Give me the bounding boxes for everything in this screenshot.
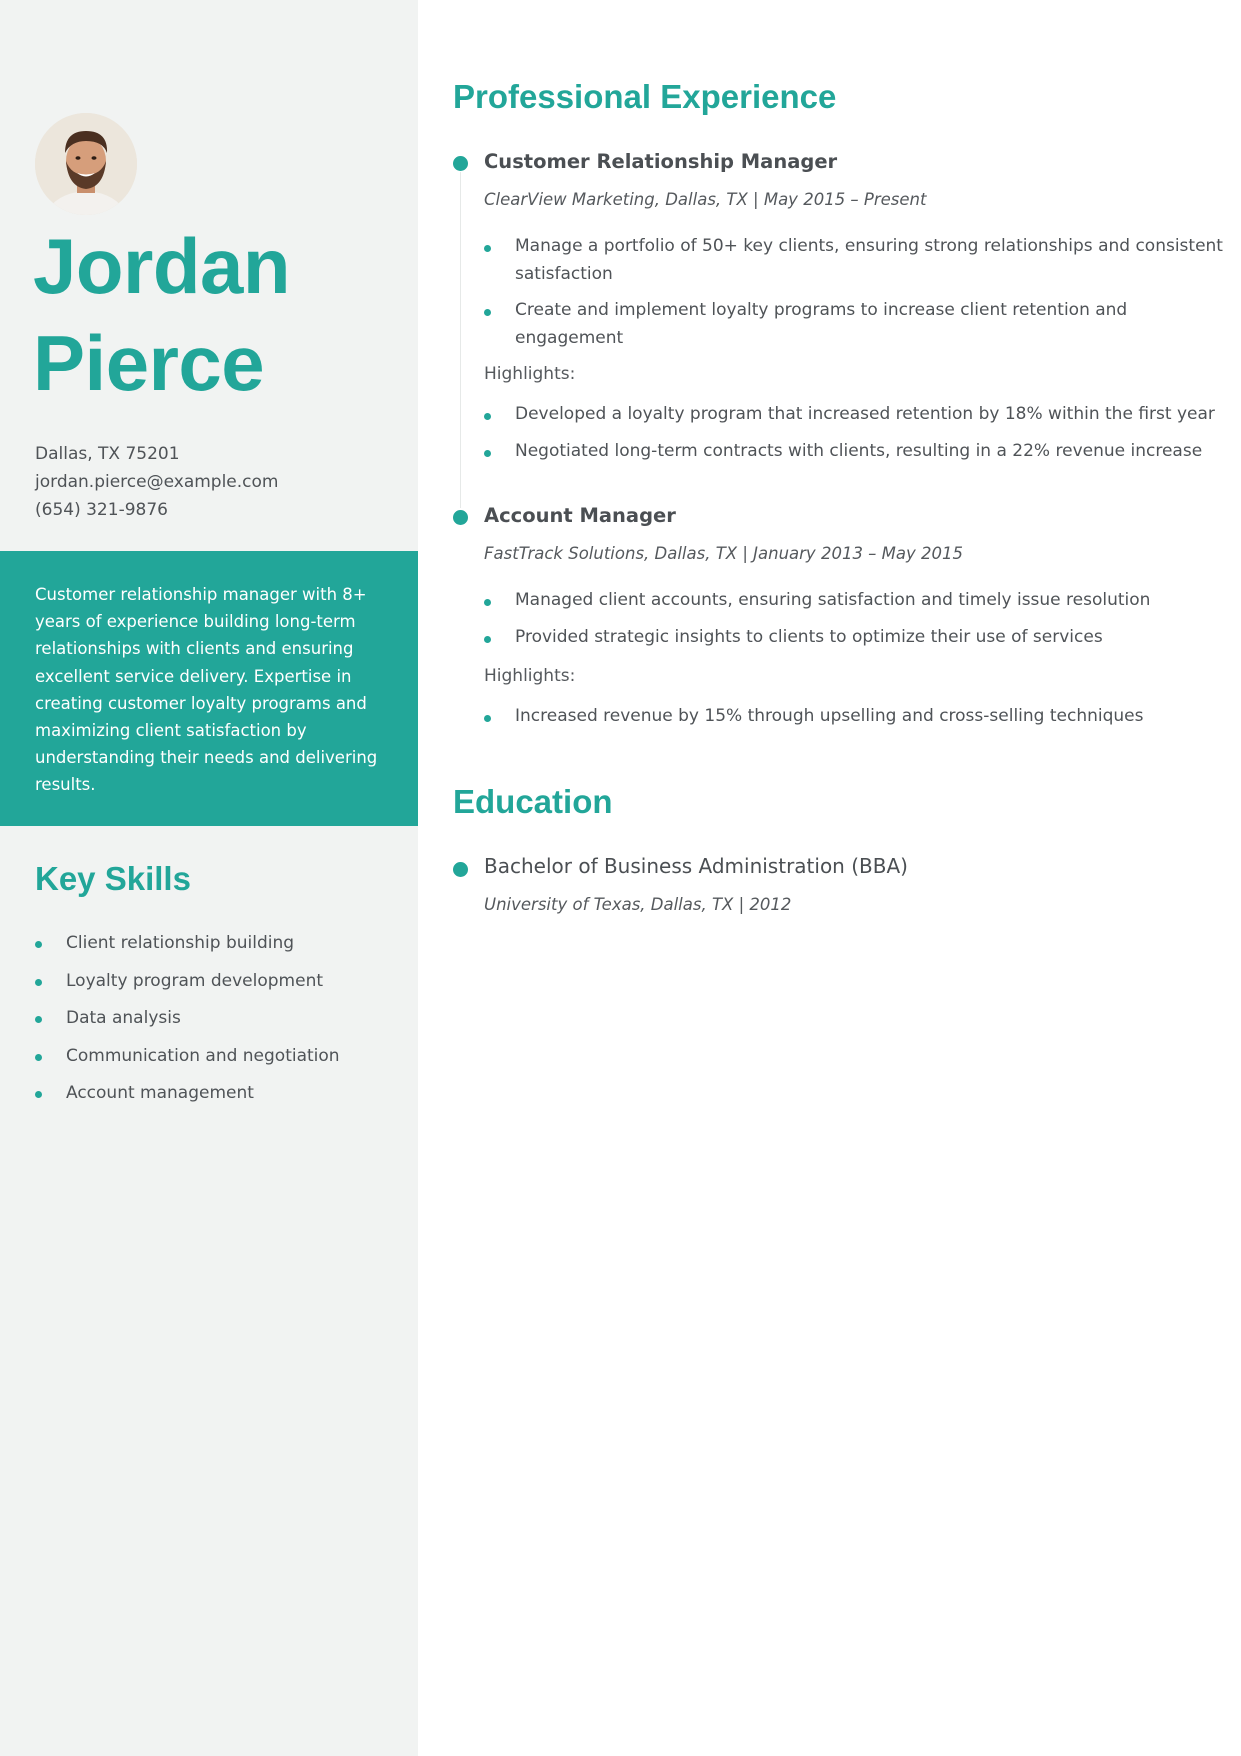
contact-info <box>35 440 278 524</box>
email[interactable]: jordan.pierce@example.com <box>35 472 279 492</box>
bullet-dot-icon <box>484 715 491 722</box>
skill-label: Communication and negotiation <box>66 1045 340 1066</box>
skill-item <box>35 963 340 1001</box>
last-name: Pierce <box>33 319 265 407</box>
skill-item <box>35 925 340 963</box>
timeline-dot-icon <box>453 156 468 171</box>
avatar-photo <box>35 113 137 215</box>
education-entry <box>453 854 1233 924</box>
highlight-text: Increased revenue by 15% through upselling and cross-selling techniques <box>515 706 1144 726</box>
job-bullet <box>484 586 1224 614</box>
skill-label: Data analysis <box>66 1008 181 1028</box>
skill-item <box>35 1038 340 1076</box>
job-title: Account Manager <box>484 504 676 527</box>
address: Dallas, TX 75201 <box>35 444 180 464</box>
education-title: Education <box>453 783 613 820</box>
timeline-line <box>460 172 461 508</box>
summary-box <box>0 551 418 826</box>
highlight-text: Developed a loyalty program that increased retention by 18% within the first year <box>515 404 1215 424</box>
skill-label: Client relationship building <box>66 933 295 953</box>
education-meta: University of Texas, Dallas, TX | 2012 <box>484 895 792 914</box>
job-highlights <box>484 702 1224 730</box>
job-entry <box>453 502 1233 742</box>
highlight-item <box>484 437 1224 465</box>
job-bullet <box>484 296 1224 352</box>
bullet-dot-icon <box>484 413 491 420</box>
bullet-dot-icon <box>484 245 491 252</box>
job-entry <box>453 148 1233 508</box>
bullet-dot-icon <box>484 599 491 606</box>
bullet-dot-icon <box>484 450 491 457</box>
skills-title: Key Skills <box>35 860 191 897</box>
highlight-text: Negotiated long-term contracts with clients, resulting in a 22% revenue increase <box>515 441 1203 461</box>
job-title: Customer Relationship Manager <box>484 150 838 173</box>
job-highlights <box>484 400 1224 465</box>
highlight-item <box>484 400 1224 428</box>
skill-label: Loyalty program development <box>66 970 324 991</box>
job-bullets <box>484 232 1224 352</box>
first-name: Jordan <box>33 222 291 310</box>
skill-item <box>35 1075 340 1113</box>
bullet-dot-icon <box>35 979 42 986</box>
avatar-illustration <box>35 113 137 215</box>
job-bullet <box>484 232 1224 288</box>
skill-label: Account management <box>66 1083 254 1103</box>
job-bullet <box>484 623 1224 651</box>
bullet-dot-icon <box>35 941 42 948</box>
skills-list <box>35 925 340 1113</box>
timeline-dot-icon <box>453 862 468 877</box>
main-content <box>418 0 1241 1756</box>
phone[interactable]: (654) 321-9876 <box>35 500 168 520</box>
bullet-text: Manage a portfolio of 50+ key clients, ensuring strong relationships and consistent satisfaction <box>515 236 1223 284</box>
bullet-dot-icon <box>484 636 491 643</box>
bullet-text: Create and implement loyalty programs to increase client retention and engagement <box>515 300 1128 348</box>
job-meta: ClearView Marketing, Dallas, TX | May 2015 – Present <box>484 190 927 209</box>
highlights-label: Highlights: <box>484 666 576 686</box>
experience-title: Professional Experience <box>453 78 837 115</box>
bullet-text: Provided strategic insights to clients to optimize their use of services <box>515 627 1103 647</box>
candidate-name <box>33 218 290 412</box>
degree-title: Bachelor of Business Administration (BBA) <box>484 854 908 878</box>
summary-text: Customer relationship manager with 8+ years of experience building long-term relationships with clients and ensuring excellent service delivery. Expertise in creating customer loyalty programs and maximizing client satisfaction by understanding their needs and delivering results. <box>35 585 378 795</box>
bullet-dot-icon <box>35 1016 42 1023</box>
job-meta: FastTrack Solutions, Dallas, TX | January 2013 – May 2015 <box>484 544 964 563</box>
highlight-item <box>484 702 1224 730</box>
bullet-dot-icon <box>35 1054 42 1061</box>
bullet-text: Managed client accounts, ensuring satisfaction and timely issue resolution <box>515 590 1151 610</box>
skill-item <box>35 1000 340 1038</box>
bullet-dot-icon <box>35 1091 42 1098</box>
bullet-dot-icon <box>484 309 491 316</box>
highlights-label: Highlights: <box>484 364 576 384</box>
timeline-dot-icon <box>453 510 468 525</box>
job-bullets <box>484 586 1224 651</box>
sidebar <box>0 0 418 1756</box>
